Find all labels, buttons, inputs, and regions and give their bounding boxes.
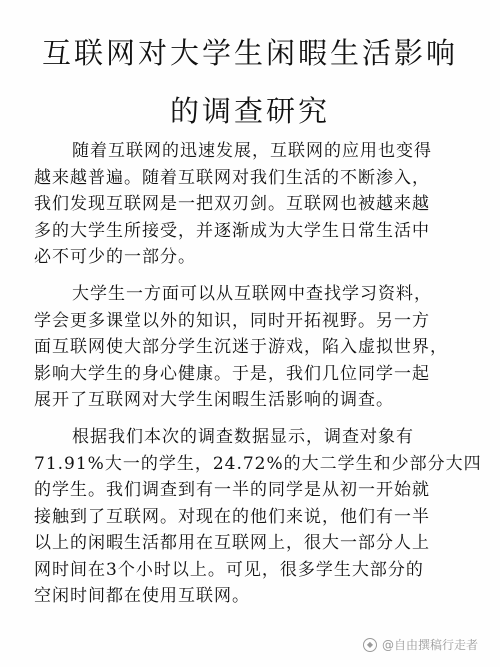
paragraph-line: 接触到了互联网。对现在的他们来说，他们有一半	[34, 506, 430, 527]
paragraph-line: 以上的闲暇生活都用在互联网上，很大一部分人上	[34, 533, 430, 553]
title-line-2: 的调查研究	[169, 94, 330, 128]
paragraph-line: 学会更多课堂以外的知识，同时开拓视野。另一方	[34, 310, 430, 331]
paragraph-line: 随着互联网的迅速发展，互联网的应用也变得	[72, 141, 432, 161]
paragraph-line: 空闲时间都在使用互联网。	[34, 586, 250, 606]
paragraph-3	[34, 424, 482, 610]
paragraph-1	[34, 138, 474, 271]
paragraph-line: 大学生一方面可以从互联网中查找学习资料，	[72, 284, 432, 304]
paragraph-line: 越来越普遍。随着互联网对我们生活的不断渗入，	[34, 167, 430, 188]
circle-logo-icon: ◆	[363, 638, 377, 652]
paragraph-line: 展开了互联网对大学生闲暇生活影响的调查。	[34, 390, 394, 410]
title-line-1: 互联网对大学生闲暇生活影响	[41, 36, 458, 70]
paragraph-line: 根据我们本次的调查数据显示，调查对象有	[72, 427, 414, 447]
paragraph-line: 必不可少的一部分。	[34, 247, 196, 267]
watermark	[363, 636, 478, 653]
paragraph-line: 网时间在3个小时以上。可见，很多学生大部分的	[34, 559, 424, 580]
paragraph-line: 影响大学生的身心健康。于是，我们几位同学一起	[34, 363, 430, 384]
paragraph-line: 的学生。我们调查到有一半的同学是从初一开始就	[34, 480, 430, 500]
paragraph-line: 71.91%大一的学生，24.72%的大二学生和少部分大四	[34, 453, 482, 474]
paragraph-line: 面互联网使大部分学生沉迷于游戏，陷入虚拟世界，	[34, 337, 448, 357]
paragraph-line: 我们发现互联网是一把双刃剑。互联网也被越来越	[34, 194, 430, 214]
paragraph-line: 多的大学生所接受，并逐渐成为大学生日常生活中	[34, 220, 430, 241]
paragraph-2	[34, 281, 474, 414]
watermark-text: @自由撰稿行走者	[381, 638, 478, 652]
